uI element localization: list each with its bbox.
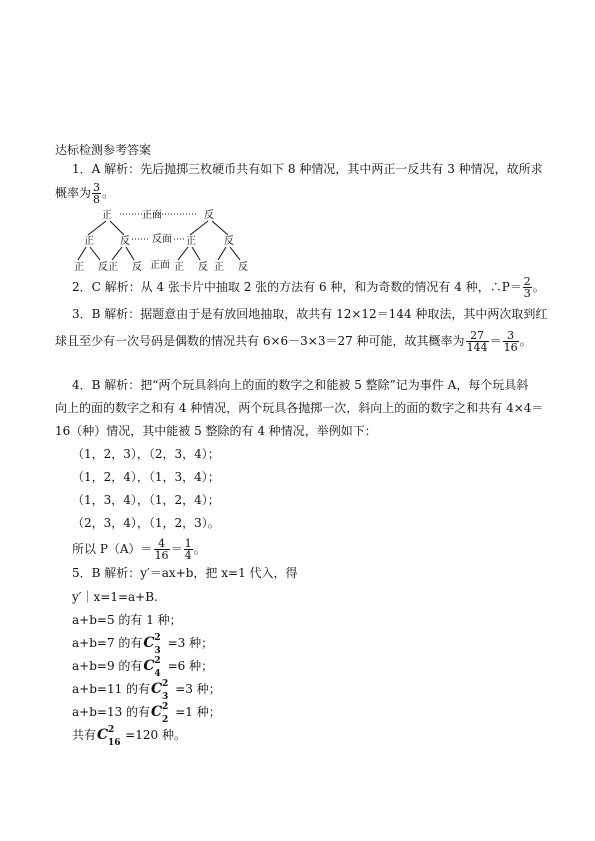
answer-5-line-3: a+b=5 的有 1 种； (72, 613, 182, 627)
tree-node-level3-7: 反 (238, 262, 248, 272)
combination-sup: 2 (154, 656, 161, 666)
tree-node-level3-1: 反 (98, 262, 108, 272)
combination-sub: 2 (162, 715, 169, 725)
tree-edge (78, 247, 86, 260)
fraction-numerator: 3 (507, 329, 515, 342)
tree-label-mid: 反面 (152, 234, 172, 245)
fraction-denominator: 16 (154, 549, 169, 562)
answer-4-line-3: 16（种）情况，其中能被 5 整除的有 4 种情况，举例如下： (55, 424, 377, 438)
answer-4-result-prefix: 所以 P（A）＝ (72, 542, 153, 556)
fraction-denominator: 4 (184, 549, 192, 562)
answer-5-line-6-suffix: =3 种； (175, 682, 221, 696)
tree-edge (112, 247, 122, 260)
tree-edge (212, 221, 228, 235)
fraction-denominator: 16 (503, 341, 518, 354)
tree-edge (218, 247, 226, 260)
answer-4-end: 。 (193, 542, 206, 556)
combination-sup: 2 (162, 679, 169, 689)
fraction-numerator: 27 (470, 329, 485, 342)
tree-edge (88, 221, 106, 235)
combination-c-3-2 (143, 633, 166, 656)
tree-label-top: 正面 (142, 210, 162, 221)
combination-sup: 2 (108, 725, 115, 735)
tree-label-bottom: 正面 (150, 260, 170, 271)
tree-node-level2-1: 反 (120, 236, 130, 247)
answer-5-line-7-suffix: =1 种； (175, 705, 221, 719)
combination-c-4-2 (143, 656, 166, 679)
combination-c-2-2 (151, 702, 174, 725)
combination-letter: C (143, 658, 155, 674)
answer-5-line-4-prefix: a+b=7 的有 (72, 636, 143, 650)
answer-5-line-7-prefix: a+b=13 的有 (72, 705, 151, 719)
answer-5-line-6-prefix: a+b=11 的有 (72, 682, 151, 696)
fraction-3-8 (92, 182, 101, 205)
equals-sign: ＝ (489, 334, 502, 348)
equals-sign: ＝ (170, 542, 183, 556)
combination-sup: 2 (162, 702, 169, 712)
tree-node-level3-6: 正 (214, 262, 224, 272)
answer-1-line-2 (55, 182, 114, 205)
tree-node-level3-2: 正 (108, 262, 118, 272)
combination-sup: 2 (154, 633, 161, 643)
combination-sub: 16 (108, 738, 121, 748)
combination-sub: 3 (162, 692, 169, 702)
combination-c-3-2 (151, 679, 174, 702)
fraction-denominator: 144 (466, 341, 488, 354)
fraction-numerator: 2 (523, 275, 531, 288)
case-line: （1，2，3），（2，3，4）； (72, 447, 220, 461)
case-line: （1，3，4），（1，2，4）； (72, 493, 220, 507)
combination-letter: C (143, 635, 155, 651)
answer-4-line-1: 4．B 解析：把“两个玩具斜向上的面的数字之和能被 5 整除”记为事件 A，每个玩具斜 (72, 378, 529, 392)
answer-5-line-2: y′｜x=1=a+B. (72, 590, 158, 604)
combination-letter: C (151, 704, 163, 720)
answer-5-line-4-suffix: =3 种； (167, 636, 214, 650)
tree-node-level3-0: 正 (74, 262, 84, 272)
answer-5-line-6 (72, 679, 221, 702)
tree-node-level3-3: 反 (132, 262, 142, 272)
page-title: 达标检测参考答案 (55, 143, 152, 157)
fraction-denominator: 3 (523, 287, 531, 300)
answer-3-end: 。 (519, 334, 532, 348)
fraction-2-3 (523, 276, 532, 299)
fraction-4-16 (154, 538, 170, 561)
answer-3-prefix: 球且至少有一次号码是偶数的情况共有 6×6－3×3＝27 种可能，故其概率为 (55, 334, 465, 348)
answer-5-line-8-suffix: =120 种。 (125, 728, 186, 742)
fraction-numerator: 4 (158, 537, 166, 550)
tree-node-level1-1: 反 (204, 210, 214, 221)
answer-5-line-8-prefix: 共有 (72, 728, 97, 742)
answer-5-line-4 (72, 633, 214, 656)
tree-node-level3-5: 反 (198, 262, 208, 272)
tree-edge (110, 221, 124, 235)
tree-edge (178, 247, 188, 260)
tree-edge (126, 247, 134, 260)
answer-4-result (72, 538, 206, 561)
answer-2-end: 。 (532, 280, 545, 294)
answer-2-text: 2．C 解析：从 4 张卡片中抽取 2 张的方法有 6 种，和为奇数的情况有 4 种，∴P＝ (72, 280, 522, 294)
answer-5-line-1: 5．B 解析：y′＝ax+b，把 x=1 代入，得 (72, 566, 298, 580)
case-line: （1，2，4），（1，3，4）； (72, 470, 220, 484)
fraction-3-16 (503, 330, 519, 353)
answer-5-line-5 (72, 656, 214, 679)
answer-4-line-2: 向上的面的数字之和有 4 种情况，两个玩具各抛掷一次，斜向上的面的数字之和共有 4×4＝ (55, 401, 544, 415)
answer-5-line-5-prefix: a+b=9 的有 (72, 659, 143, 673)
answer-1-line-1: 1．A 解析：先后抛掷三枚硬币共有如下 8 种情况，其中两正一反共有 3 种情况，故所求 (72, 162, 543, 176)
tree-node-level3-4: 正 (174, 262, 184, 272)
combination-c-16-2 (97, 725, 124, 748)
combination-letter: C (97, 727, 109, 743)
answer-2-line (72, 276, 545, 299)
case-line: （2，3，4），（1，2，3）。 (72, 516, 220, 530)
fraction-numerator: 3 (93, 181, 101, 194)
tree-node-level2-2: 正 (186, 236, 196, 247)
coin-tree-diagram (72, 208, 282, 272)
answer-3-line-1: 3．B 解析：据题意由于是有放回地抽取，故共有 12×12＝144 种取法，其中两次取到红 (72, 307, 548, 321)
combination-sub: 4 (154, 669, 161, 679)
answer-3-line-2 (55, 330, 532, 353)
fraction-1-4 (184, 538, 193, 561)
tree-edge (230, 247, 240, 260)
combination-letter: C (151, 681, 163, 697)
combination-sub: 3 (154, 646, 161, 656)
fraction-27-144 (466, 330, 489, 353)
fraction-denominator: 8 (93, 193, 101, 206)
tree-node-level2-0: 正 (84, 236, 94, 247)
answer-5-line-8 (72, 725, 186, 748)
answer-1-prefix: 概率为 (55, 186, 92, 200)
fraction-numerator: 1 (184, 537, 192, 550)
tree-edge (190, 221, 208, 235)
answer-1-end: 。 (102, 186, 115, 200)
answer-5-line-5-suffix: =6 种； (167, 659, 214, 673)
tree-node-level1-0: 正 (102, 210, 112, 221)
tree-node-level2-3: 反 (224, 236, 234, 247)
tree-edge (90, 247, 100, 260)
answer-5-line-7 (72, 702, 221, 725)
tree-edge (192, 247, 200, 260)
